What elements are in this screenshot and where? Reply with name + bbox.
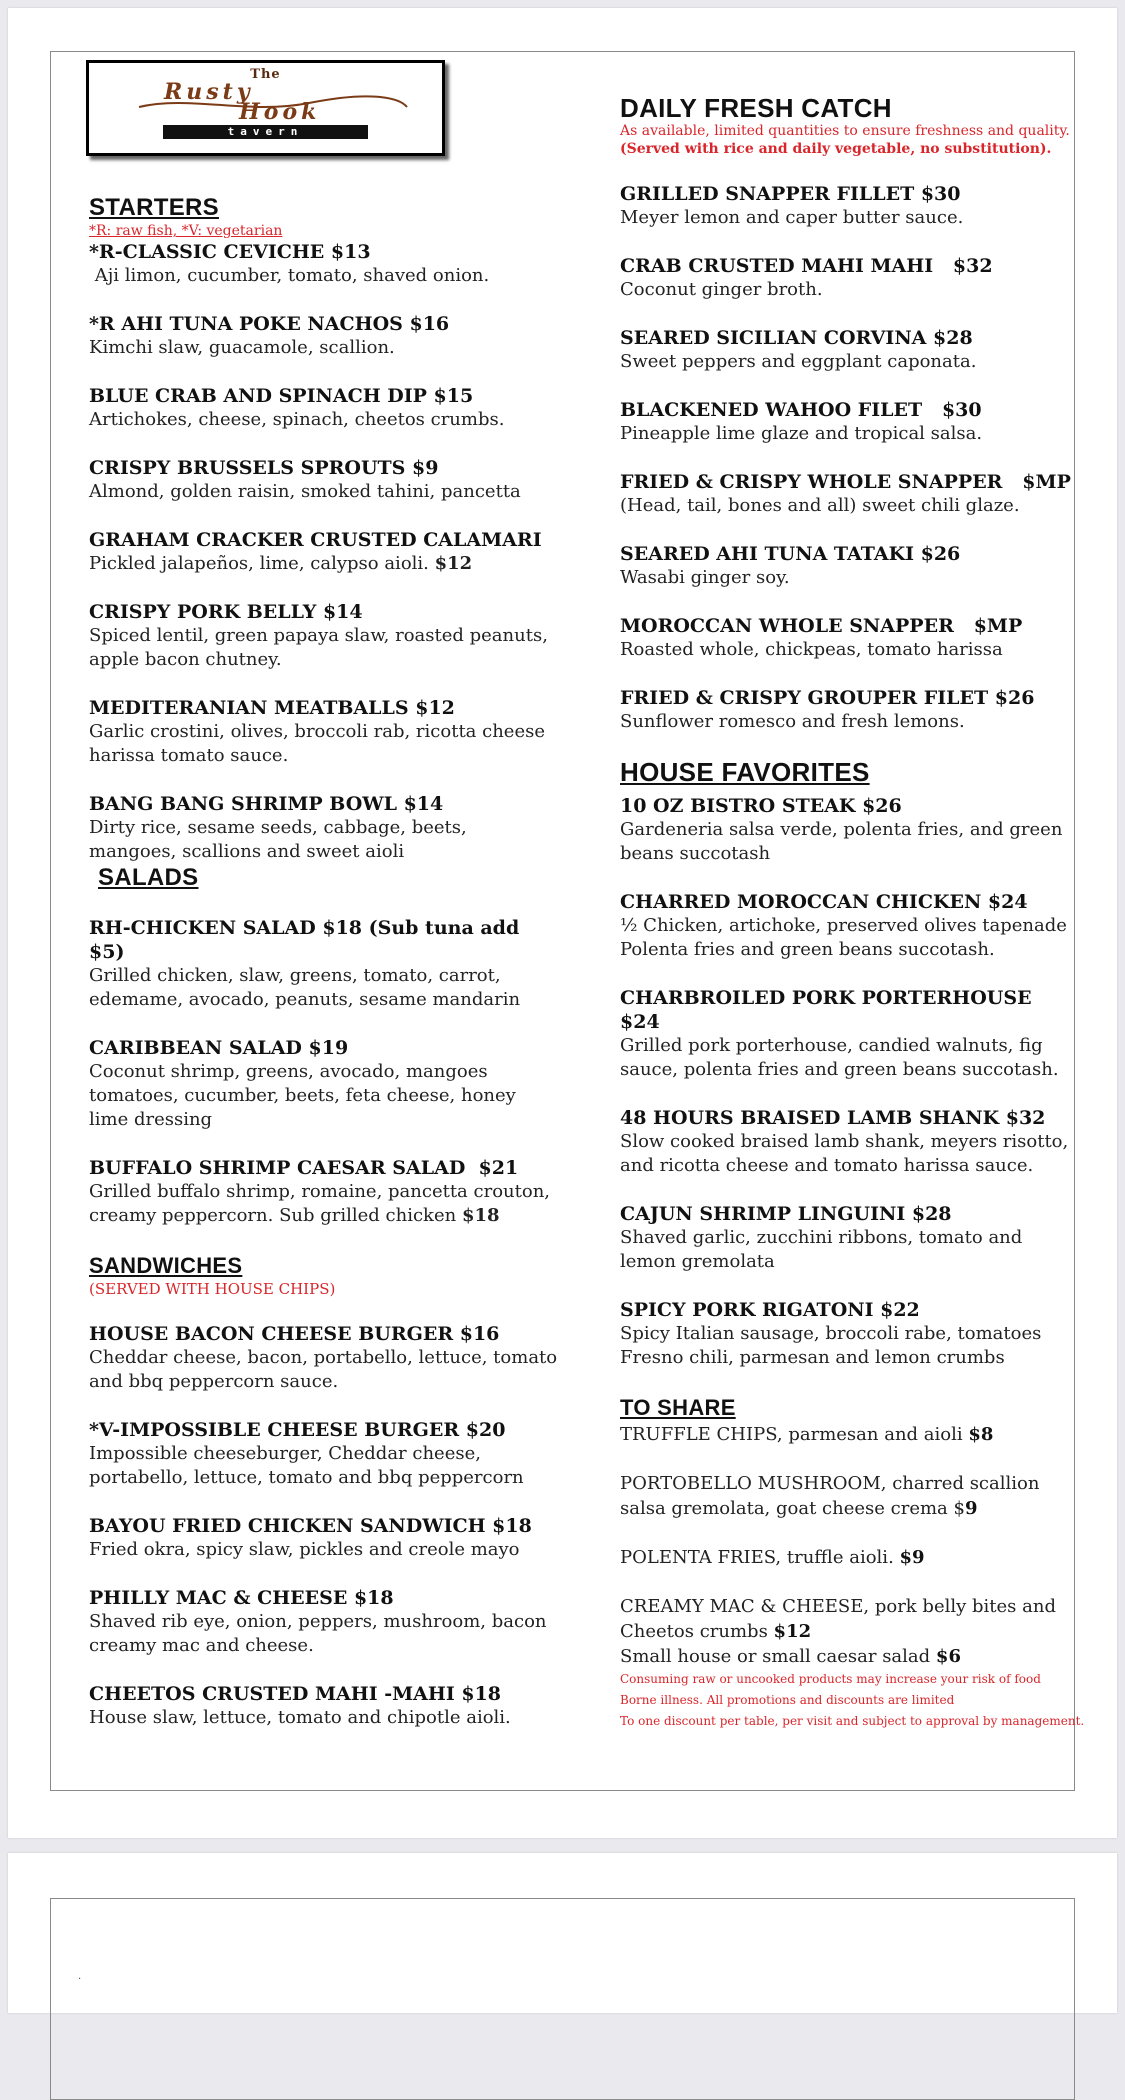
share-item-price: 9 [964,1498,978,1519]
menu-item [620,542,1070,590]
menu-item [620,1298,1070,1370]
item-description-text: Grilled buffalo shrimp, romaine, pancetta crouton, creamy peppercorn. Sub grilled chicken [89,1181,551,1226]
share-item-text: PORTOBELLO MUSHROOM, charred scallion salsa gremolata, goat cheese crema $ [620,1473,1040,1519]
menu-item [89,1514,559,1562]
logo-rusty-text: Rusty [164,79,254,105]
item-description: Spicy Italian sausage, broccoli rabe, tomatoes Fresno chili, parmesan and lemon crumbs [620,1323,1042,1368]
item-name: CRISPY BRUSSELS SPROUTS $9 [89,457,439,479]
item-description: Shaved garlic, zucchini ribbons, tomato and lemon gremolata [620,1227,1023,1272]
catch-note: As available, limited quantities to ensure freshness and quality. [620,123,1070,139]
item-description: Slow cooked braised lamb shank, meyers risotto, and ricotta cheese and tomato harissa sauce. [620,1131,1069,1176]
item-description: Roasted whole, chickpeas, tomato harissa [620,639,1003,660]
starters-heading: STARTERS [89,194,219,221]
menu-item [620,1106,1070,1178]
item-description: Pineapple lime glaze and tropical salsa. [620,423,983,444]
item-description: ½ Chicken, artichoke, preserved olives tapenade Polenta fries and green beans succotash. [620,915,1067,960]
item-name: 48 HOURS BRAISED LAMB SHANK $32 [620,1107,1046,1129]
menu-item [89,1418,559,1490]
health-disclaimer: Consuming raw or uncooked products may increase your risk of food [620,1672,1041,1686]
logo-hook-text: Hook [239,99,321,125]
menu-item [620,614,1070,662]
menu-item [89,384,559,432]
menu-item [89,1036,559,1132]
share-item [620,1422,1070,1447]
item-name: FRIED & CRISPY WHOLE SNAPPER $MP [620,471,1071,493]
page-mark: . [78,1971,82,1982]
favorites-heading: HOUSE FAVORITES [620,757,870,787]
item-description: Wasabi ginger soy. [620,567,790,588]
menu-item [620,470,1070,518]
menu-item [620,890,1070,962]
item-name: MEDITERANIAN MEATBALLS $12 [89,697,455,719]
item-description: Gardeneria salsa verde, polenta fries, and green beans succotash [620,819,1063,864]
menu-page-2 [8,1853,1117,2013]
item-name: BUFFALO SHRIMP CAESAR SALAD $21 [89,1157,519,1179]
item-name: MOROCCAN WHOLE SNAPPER $MP [620,615,1023,637]
menu-border [50,1898,1075,2100]
sandwiches-heading: SANDWICHES [89,1253,243,1278]
item-name: PHILLY MAC & CHEESE $18 [89,1587,394,1609]
menu-item [89,696,559,768]
share-item [620,1545,1070,1570]
share-item [620,1471,1070,1521]
item-description: Coconut shrimp, greens, avocado, mangoes tomatoes, cucumber, beets, feta cheese, honey lime dressing [89,1061,516,1130]
item-description: Impossible cheeseburger, Cheddar cheese, portabello, lettuce, tomato and bbq peppercorn [89,1443,524,1488]
item-name: BAYOU FRIED CHICKEN SANDWICH $18 [89,1515,532,1537]
item-description: House slaw, lettuce, tomato and chipotle aioli. [89,1707,511,1728]
item-name: *R-CLASSIC CEVICHE $13 [89,241,371,263]
catch-heading: DAILY FRESH CATCH [620,93,892,123]
item-name: CRISPY PORK BELLY $14 [89,601,363,623]
share-item-text: POLENTA FRIES, truffle aioli. [620,1547,894,1568]
logo-tavern-text: tavern [163,125,368,139]
item-description: Grilled chicken, slaw, greens, tomato, carrot, edemame, avocado, peanuts, sesame mandarin [89,965,521,1010]
item-name: BLUE CRAB AND SPINACH DIP $15 [89,385,474,407]
item-description: Cheddar cheese, bacon, portabello, lettuce, tomato and bbq peppercorn sauce. [89,1347,558,1392]
item-name: SEARED SICILIAN CORVINA $28 [620,327,973,349]
share-heading: TO SHARE [620,1395,736,1420]
item-name: BLACKENED WAHOO FILET $30 [620,399,982,421]
starters-legend: *R: raw fish, *V: vegetarian [89,223,283,239]
item-description: Sweet peppers and eggplant caponata. [620,351,977,372]
menu-item [620,686,1070,734]
item-description: Grilled pork porterhouse, candied walnuts, fig sauce, polenta fries and green beans succotash. [620,1035,1059,1080]
share-item-price: $8 [968,1424,994,1445]
item-name: CRAB CRUSTED MAHI MAHI $32 [620,255,993,277]
item-description-text: Pickled jalapeños, lime, calypso aioli. [89,553,429,574]
item-description: Artichokes, cheese, spinach, cheetos crumbs. [89,409,505,430]
item-name: BANG BANG SHRIMP BOWL $14 [89,793,444,815]
menu-item [89,528,559,576]
item-name: RH-CHICKEN SALAD $18 (Sub tuna add $5) [89,917,520,963]
item-name: GRAHAM CRACKER CRUSTED CALAMARI [89,529,542,551]
item-description: Sunflower romesco and fresh lemons. [620,711,965,732]
share-item-small-salad [620,1644,1070,1669]
share-item-text: CREAMY MAC & CHEESE, pork belly bites and Cheetos crumbs [620,1596,1056,1642]
menu-item [620,794,1070,866]
item-price: $18 [461,1205,500,1226]
logo-the-text: The [250,67,281,82]
salads-heading: SALADS [98,864,199,891]
item-description: Dirty rice, sesame seeds, cabbage, beets, mangoes, scallions and sweet aioli [89,817,467,862]
catch-note-bold: (Served with rice and daily vegetable, no substitution). [620,141,1052,157]
share-item-text: Small house or small caesar salad [620,1646,931,1667]
item-description: Coconut ginger broth. [620,279,823,300]
item-name: FRIED & CRISPY GROUPER FILET $26 [620,687,1035,709]
right-column [620,93,1085,1732]
item-description: Almond, golden raisin, smoked tahini, pancetta [89,481,521,502]
item-description: Kimchi slaw, guacamole, scallion. [89,337,395,358]
item-name: SEARED AHI TUNA TATAKI $26 [620,543,961,565]
menu-item [89,1586,559,1658]
menu-item [620,254,1070,302]
menu-item [89,916,559,1012]
item-description: Aji limon, cucumber, tomato, shaved onion. [89,265,490,286]
menu-item [89,456,559,504]
restaurant-logo [86,60,445,156]
menu-item [620,986,1070,1082]
menu-item [89,600,559,672]
item-description [89,1180,559,1228]
item-name: CHARRED MOROCCAN CHICKEN $24 [620,891,1028,913]
menu-item [620,326,1070,374]
item-name: *R AHI TUNA POKE NACHOS $16 [89,313,450,335]
item-price: $12 [434,553,473,574]
share-item [620,1594,1070,1644]
menu-item [89,240,559,288]
item-name: CARIBBEAN SALAD $19 [89,1037,349,1059]
menu-item [89,1322,559,1394]
item-description: Shaved rib eye, onion, peppers, mushroom, bacon creamy mac and cheese. [89,1611,547,1656]
share-item-price: $12 [773,1621,812,1642]
discount-disclaimer: To one discount per table, per visit and subject to approval by management. [620,1714,1085,1728]
item-description: Fried okra, spicy slaw, pickles and creole mayo [89,1539,520,1560]
menu-item [89,1156,559,1228]
share-item-text: TRUFFLE CHIPS, parmesan and aioli [620,1424,963,1445]
item-description: Meyer lemon and caper butter sauce. [620,207,964,228]
item-description [89,552,559,576]
menu-item [620,1202,1070,1274]
share-item-price: $6 [935,1646,961,1667]
item-description: Garlic crostini, olives, broccoli rab, ricotta cheese harissa tomato sauce. [89,721,545,766]
item-name: CHEETOS CRUSTED MAHI -MAHI $18 [89,1683,501,1705]
menu-item [620,182,1070,230]
menu-item [620,398,1070,446]
item-name: HOUSE BACON CHEESE BURGER $16 [89,1323,500,1345]
item-name: 10 OZ BISTRO STEAK $26 [620,795,902,817]
item-name: CAJUN SHRIMP LINGUINI $28 [620,1203,952,1225]
left-column [89,194,559,1730]
item-description: (Head, tail, bones and all) sweet chili glaze. [620,495,1020,516]
sandwiches-note: (SERVED WITH HOUSE CHIPS) [89,1280,336,1298]
menu-item [89,792,559,864]
item-name: *V-IMPOSSIBLE CHEESE BURGER $20 [89,1419,506,1441]
item-description: Spiced lentil, green papaya slaw, roasted peanuts, apple bacon chutney. [89,625,548,670]
promotion-disclaimer: Borne illness. All promotions and discounts are limited [620,1693,955,1707]
item-name: CHARBROILED PORK PORTERHOUSE $24 [620,987,1032,1033]
item-name: GRILLED SNAPPER FILLET $30 [620,183,961,205]
menu-item [89,312,559,360]
item-name: SPICY PORK RIGATONI $22 [620,1299,920,1321]
share-item-price: $9 [899,1547,925,1568]
menu-item [89,1682,559,1730]
menu-page-1 [8,8,1117,1838]
